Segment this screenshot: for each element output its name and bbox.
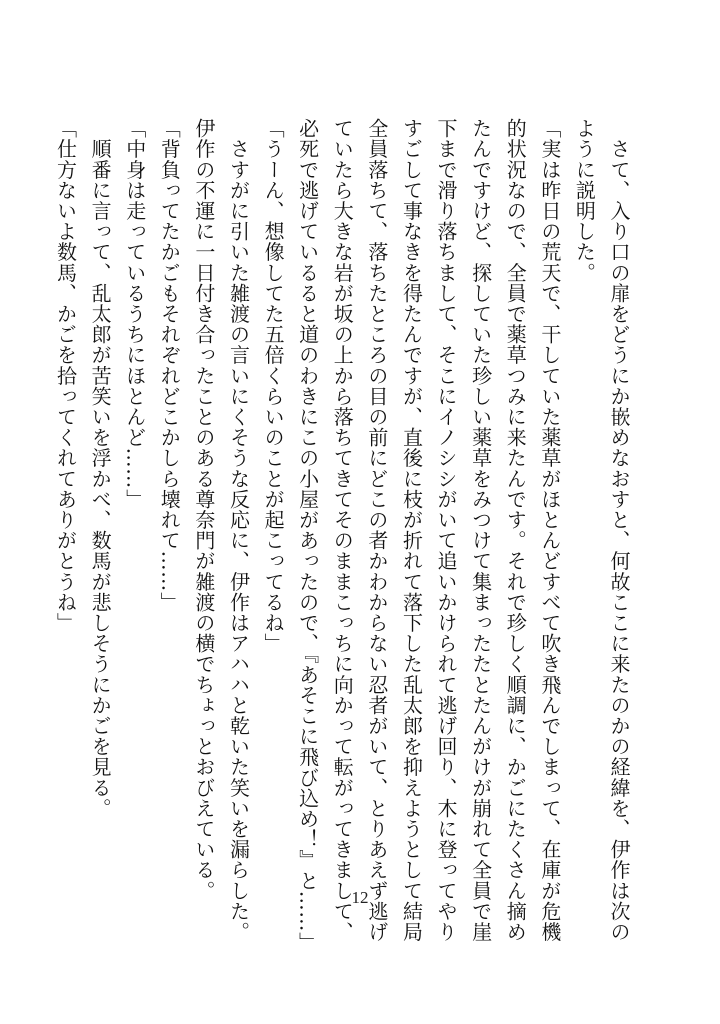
text-line: 下まで滑り落ちまして、そこにイノシシがいて追いかけられて逃げ回り、木に登ってやり — [434, 118, 459, 942]
text-line: 的状況なので、全員で薬草つみに来たんです。それで珍しく順調に、かごにたくさん摘め — [503, 118, 528, 942]
page-number: 12 — [351, 888, 369, 907]
text-line: 「うーん、想像してた五倍くらいのことが起こってるね」 — [261, 118, 286, 654]
text-line: 「中身は走っているうちにほとんど……」 — [122, 118, 147, 510]
text-line: 順番に言って、乱太郎が苦笑いを浮かべ、数馬が悲しそうにかごを見る。 — [88, 118, 113, 819]
text-line: さて、入り口の扉をどうにか嵌めなおすと、何故ここに来たのかの経緯を、伊作は次の — [607, 118, 631, 942]
text-line: たんですけど、探していた珍しい薬草をみつけて集まったたとたんがけが崩れて全員で崖 — [468, 118, 493, 942]
text-line: 必死で逃げているると道のわきにこの小屋があったので、『あそこに飛び込め！』と……」 — [295, 118, 320, 953]
text-line: 全員落ちて、落ちたところの目の前にどこの者かわからない忍者がいて、とりあえず逃げ — [364, 118, 389, 942]
text-line: さすがに引いた雑渡の言いにくそうな反応に、伊作はアハハと乾いた笑いを漏らした。 — [226, 118, 251, 942]
text-line: 「実は昨日の荒天で、干していた薬草がほとんどすべて吹き飛んでしまって、在庫が危機 — [537, 118, 562, 942]
text-line: 伊作の不運に一日付き合ったことのある尊奈門が雑渡の横でちょっとおびえている。 — [191, 118, 216, 901]
text-line: すごして事なきを得たんですが、直後に枝が折れて落下した乱太郎を抑えようとして結局 — [399, 118, 424, 942]
text-line: 「仕方ないよ数馬、かごを拾ってくれてありがとうね」 — [53, 118, 78, 633]
text-line: ていたら大きな岩が坂の上から落ちてきてそのままこっちに向かって転がってきまして、 — [330, 118, 355, 942]
text-line: ように説明した。 — [572, 118, 597, 283]
text-line: 「背負ってたかごもそれぞれどこかしら壊れて……」 — [157, 118, 182, 613]
